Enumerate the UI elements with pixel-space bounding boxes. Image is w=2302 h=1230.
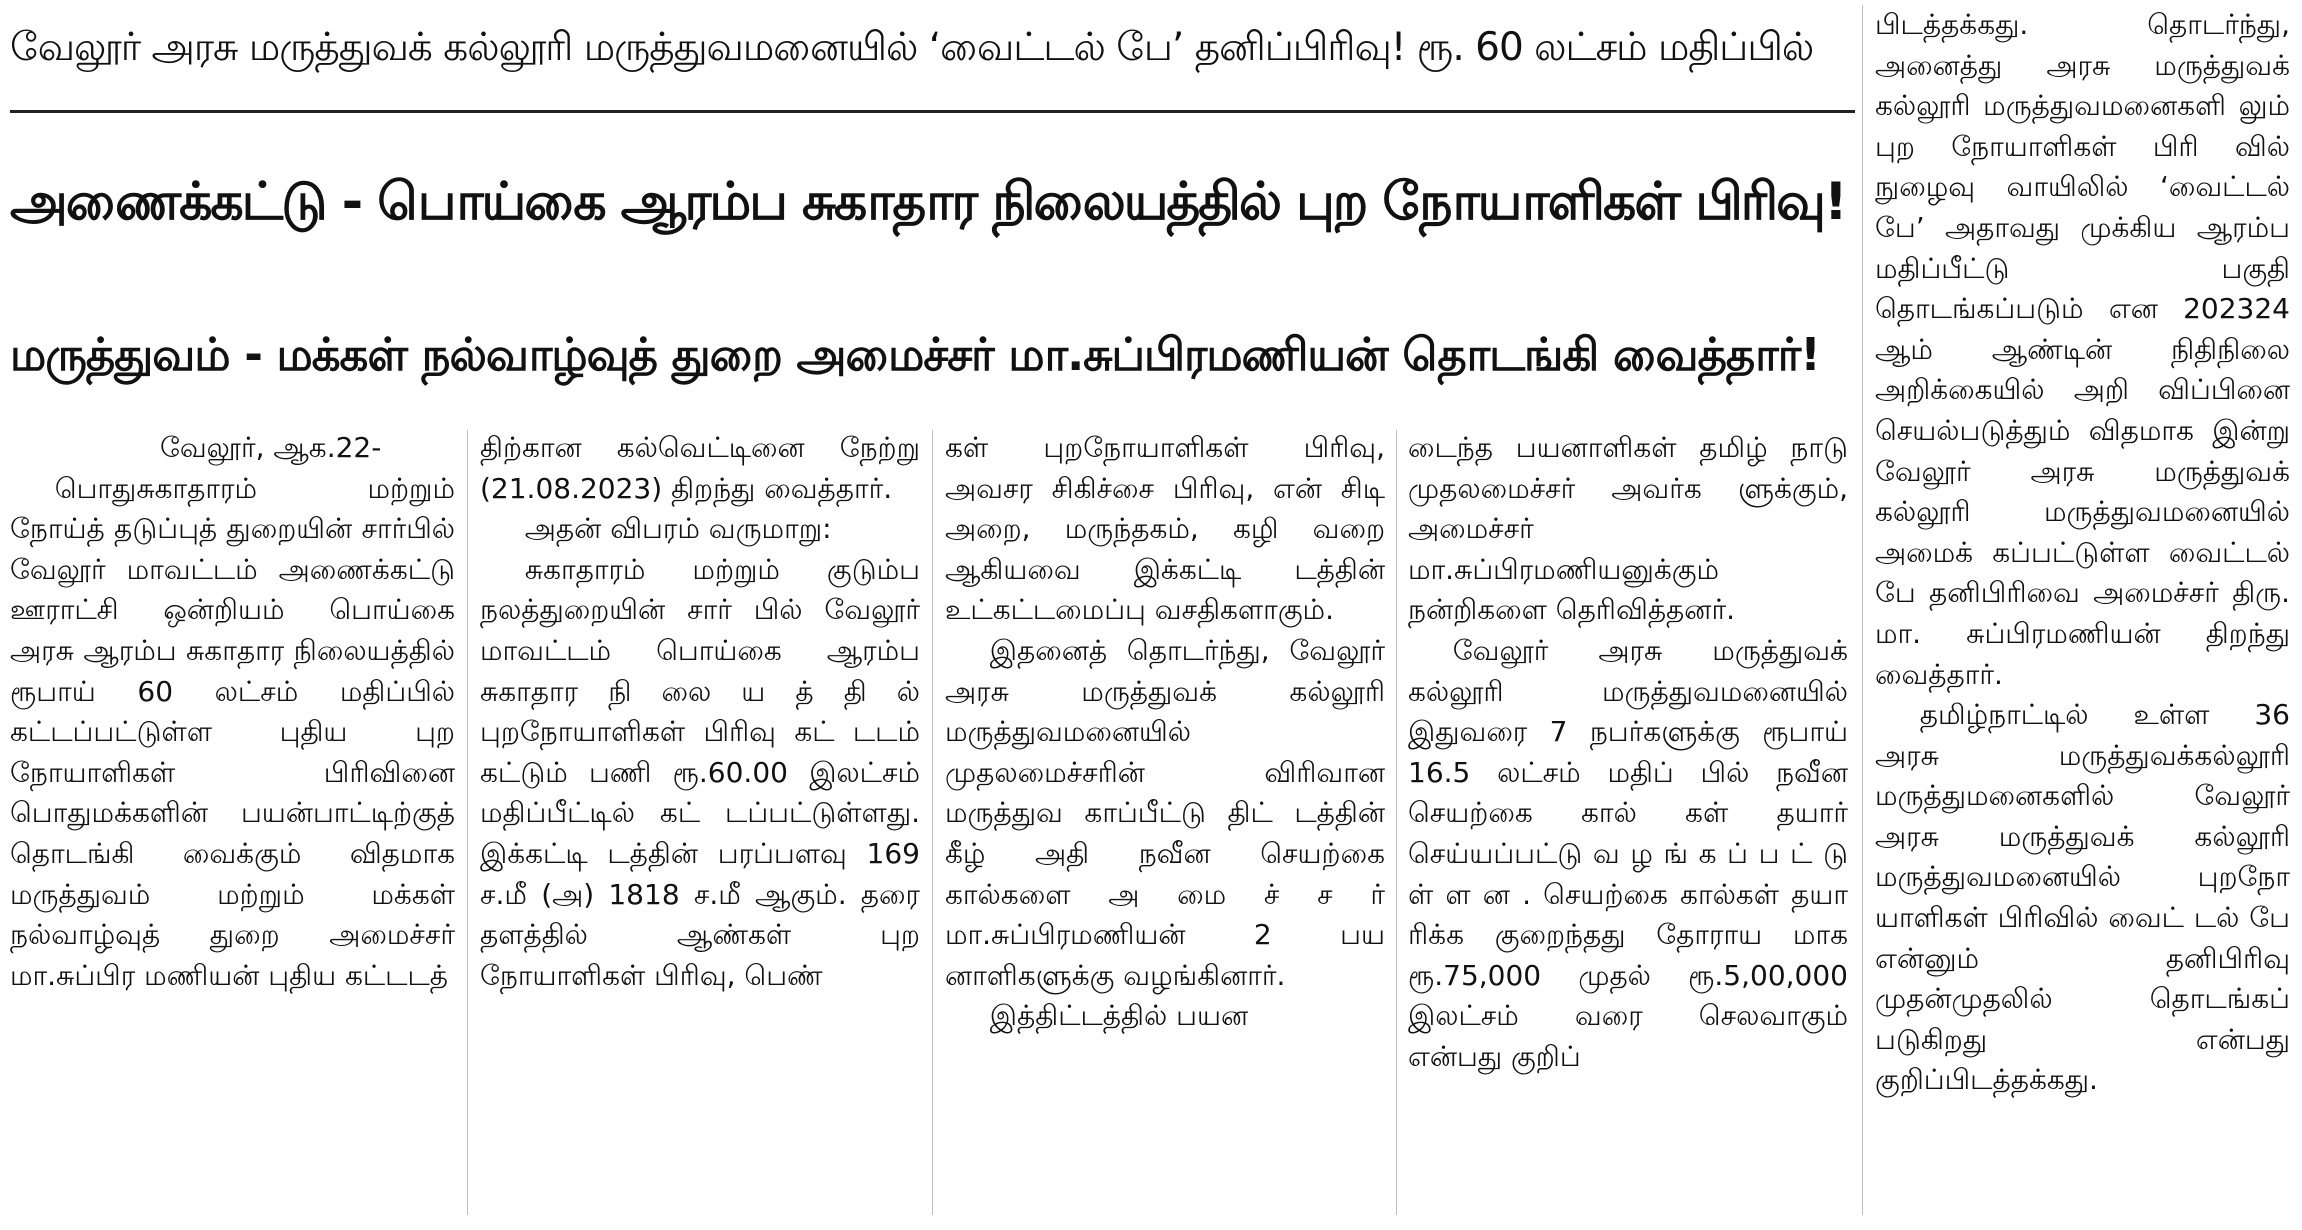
paragraph: பிடத்தக்கது. தொடர்ந்து, அனைத்து அரசு மருத்துவக் கல்லூரி மருத்துவமனைகளி லும் புற நோயாளிகள் பிரி வில் நுழைவு வாயிலில் ‘வைட்டல் பே’ அதாவது முக்கிய ஆரம்ப மதிப்பீட்டு பகுதி தொடங்கப்படும் என 202324 ஆம் ஆண்டின் நிதிநிலை அறிக்கையில் அறி விப்பினை செயல்படுத்தும் விதமாக இன்று வேலூர் அரசு மருத்துவக் கல்லூரி மருத்துவமனையில் அமைக் கப்பட்டுள்ள வைட்டல் பே தனிபிரிவை அமைச்சர் திரு. மா. சுப்பிரமணியன் திறந்து வைத்தார். (1875, 8, 2290, 691)
paragraph: இத்திட்டத்தில் பயன (989, 999, 1249, 1033)
paragraph: சுகாதாரம் மற்றும் குடும்ப நலத்துறையின் சார் பில் வேலூர் மாவட்டம் பொய்கை ஆரம்ப சுகாதார நி லை ய த் தி ல் புறநோயாளிகள் பிரிவு கட் டடம் கட்டும் பணி ரூ.60.00 இலட்சம் மதிப்பீட்டில் கட் டப்பட்டுள்ளது. இக்கட்டி டத்தின் பரப்பளவு 169 ச.மீ (அ) 1818 ச.மீ ஆகும். தரை தளத்தில் ஆண்கள் புற நோயாளிகள் பிரிவு, பெண் (480, 552, 920, 992)
paragraph: தமிழ்நாட்டில் உள்ள 36 அரசு மருத்துவக்கல்லூரி மருத்துமனைகளில் வேலூர் அரசு மருத்துவக் கல்லூரி மருத்துவமனையில் புறநோ யாளிகள் பிரிவில் வைட் டல் பே என்னும் தனிபிரிவு முதன்முதலில் தொடங்கப் படுகிறது என்பது குறிப்பிடத்தக்கது. (1875, 698, 2290, 1097)
headline-block (0, 0, 1860, 420)
kicker-headline: வேலூர் அரசு மருத்துவக் கல்லூரி மருத்துவமனையில் ‘வைட்டல் பே’ தனிப்பிரிவு! ரூ. 60 லட்சம் மதிப்பில் (10, 25, 1814, 70)
paragraph: திற்கான கல்வெட்டினை நேற்று (21.08.2023) திறந்து வைத்தார். (480, 431, 920, 505)
paragraph: பொதுசுகாதாரம் மற்றும் நோய்த் தடுப்புத் துறையின் சார்பில் வேலூர் மாவட்டம் அணைக்கட்டு ஊராட்சி ஒன்றியம் பொய்கை அரசு ஆரம்ப சுகாதார நிலையத்தில் ரூபாய் 60 லட்சம் மதிப்பில் கட்டப்பட்டுள்ள புதிய புற நோயாளிகள் பிரிவினை பொதுமக்களின் பயன்பாட்டிற்குத் தொடங்கி வைக்கும் விதமாக மருத்துவம் மற்றும் மக்கள் நல்வாழ்வுத் துறை அமைச்சர் மா.சுப்பிர மணியன் புதிய கட்டடத் (10, 471, 455, 992)
paragraph: கள் புறநோயாளிகள் பிரிவு, அவசர சிகிச்சை பிரிவு, என் சிடி அறை, மருந்தகம், கழி வறை ஆகியவை இக்கட்டி டத்தின் உட்கட்டமைப்பு வசதிகளாகும். (945, 431, 1385, 627)
column-divider (1396, 430, 1397, 1215)
main-headline: அணைக்கட்டு - பொய்கை ஆரம்ப சுகாதார நிலையத்தில் புற நோயாளிகள் பிரிவு! (10, 172, 1846, 232)
sub-headline: மருத்துவம் - மக்கள் நல்வாழ்வுத் துறை அமைச்சர் மா.சுப்பிரமணியன் தொடங்கி வைத்தார்! (10, 328, 1820, 381)
column-divider (1862, 5, 1863, 1215)
article-column-5 (1875, 5, 2290, 1220)
column-divider (467, 430, 468, 1215)
column-divider (932, 430, 933, 1215)
article-column-1 (10, 428, 455, 1218)
paragraph: அதன் விபரம் வருமாறு: (524, 512, 832, 546)
paragraph: வேலூர் அரசு மருத்துவக் கல்லூரி மருத்துவமனையில் இதுவரை 7 நபர்களுக்கு ரூபாய் 16.5 லட்சம் மதிப் பில் நவீன செயற்கை கால் கள் தயார் செய்யப்பட்டு வ ழ ங் க ப் ப ட் டு ள் ள ன . செயற்கை கால்கள் தயா ரிக்க குறைந்தது தோராய மாக ரூ.75,000 முதல் ரூ.5,00,000 இலட்சம் வரை செலவாகும் என்பது குறிப் (1408, 633, 1848, 1073)
dateline: வேலூர், ஆக.22- (160, 431, 382, 464)
article-column-4 (1408, 428, 1848, 1218)
article-column-2 (480, 428, 920, 1218)
paragraph: இதனைத் தொடர்ந்து, வேலூர் அரசு மருத்துவக் கல்லூரி மருத்துவமனையில் முதலமைச்சரின் விரிவான மருத்துவ காப்பீட்டு திட் டத்தின் கீழ் அதி நவீன செயற்கை கால்களை அ மை ச் ச ர் மா.சுப்பிரமணியன் 2 பய னாளிகளுக்கு வழங்கினார். (945, 633, 1385, 992)
headline-rule (10, 110, 1855, 113)
paragraph: டைந்த பயனாளிகள் தமிழ் நாடு முதலமைச்சர் அவர்க ளுக்கும், அமைச்சர் மா.சுப்பிரமணியனுக்கும் நன்றிகளை தெரிவித்தனர். (1408, 431, 1848, 627)
article-column-3 (945, 428, 1385, 1218)
